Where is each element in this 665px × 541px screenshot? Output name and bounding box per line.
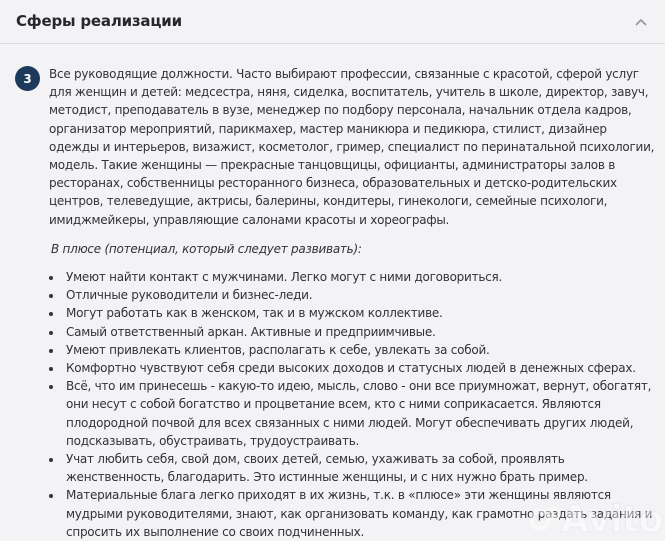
list-item: • Самый ответственный аркан. Активные и предприимчивые. [63,323,659,341]
description-paragraph: Все руководящие должности. Часто выбирают профессии, связанные с красотой, сферой услуг для женщин и детей: медсестра, няня, сиделка, воспитатель, учитель в школе, директор, завуч, методист, преподаватель в вузе, менеджер по подбору персонала, начальник отдела кадров, организатор мероприятий, парикмахер, мастер маникюра и педикюра, стилист, дизайнер одежды и интерьеров, визажист, косметолог, гример, специалист по перинатальной психологии, модель. Такие женщины — прекрасные танцовщицы, официанты, администраторы залов в ресторанах, собственницы ресторанного бизнеса, образовательных и детско-родительских центров, телеведущие, актрисы, балерины, кондитеры, гинекологи, семейные психологи, имиджмейкеры, управляющие салонами красоты и хореографы. [49,67,655,227]
step-badge [15,66,40,91]
text-column [49,65,659,541]
bullet-list [49,268,659,541]
subheading: В плюсе (потенциал, который следует развивать): [51,241,362,256]
chevron-up-icon[interactable] [635,18,647,26]
list-item: • Комфортно чувствуют себя среди высоких доходов и статусных людей в денежных сферах. [63,359,659,377]
accordion-header[interactable] [0,0,665,44]
list-item: • Умеют привлекать клиентов, располагать к себе, увлекать за собой. [63,341,659,359]
list-item: • Отличные руководители и бизнес-леди. [63,286,659,304]
list-item: • Материальные блага легко приходят в их жизнь, т.к. в «плюсе» эти женщины являются мудрыми руководителями, знают, как организовать команду, как грамотно раздать задания и спросить их выполнение со своих подчиненных. [63,486,659,541]
watermark-text: Avito [560,498,663,541]
list-item: • Могут работать как в женском, так и в мужском коллективе. [63,304,659,322]
step-badge-number: 3 [23,71,32,86]
section-title: Сферы реализации [16,12,182,30]
list-item: • Умеют найти контакт с мужчинами. Легко могут с ними договориться. [63,268,659,286]
list-item: • Всё, что им принесешь - какую-то идею, мысль, слово - они все приумножат, вернут, обогатят, они несут с собой богатство и процветание всем, кто с ними соприкасается. Являются плодородной почвой для всех связанных с ними людей. Могут обеспечивать других людей, подсказывать, обустраивать, трудоустраивать. [63,377,659,450]
content-section [0,44,665,541]
list-item: • Учат любить себя, свой дом, своих детей, семью, ухаживать за собой, проявлять женственность, благодарить. Это истинные женщины, и с них нужно брать пример. [63,450,659,486]
